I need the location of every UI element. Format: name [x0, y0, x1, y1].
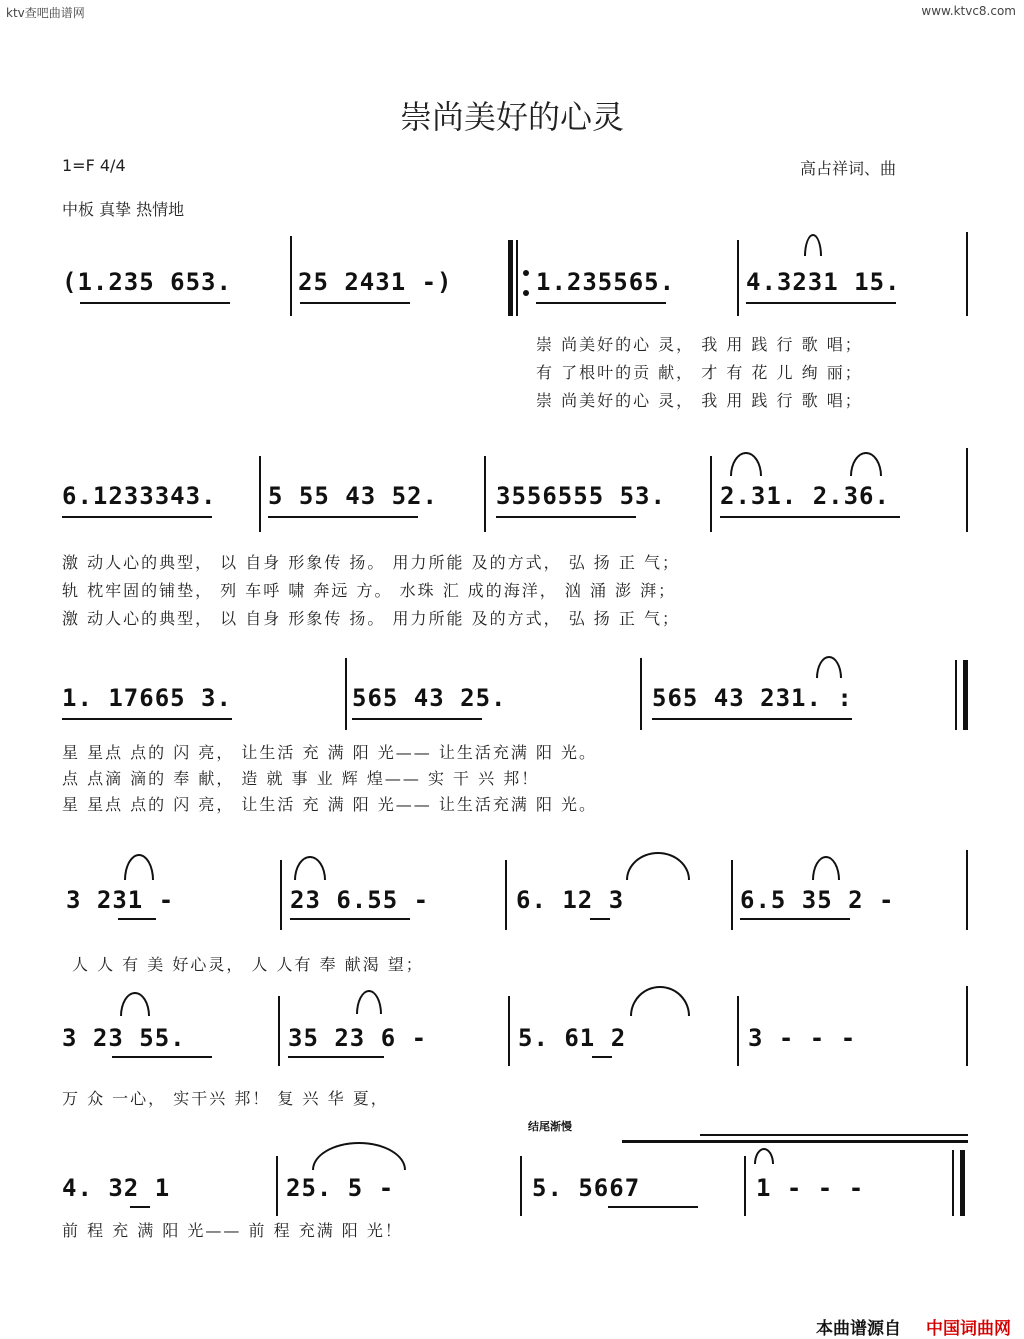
repeat-start-barline	[508, 240, 513, 316]
fermata-mark	[754, 1148, 774, 1164]
source-prefix: 本曲谱源自	[816, 1319, 901, 1339]
fermata-mark	[124, 854, 154, 880]
barline	[516, 240, 518, 316]
song-title: 崇尚美好的心灵	[399, 98, 624, 136]
barline	[276, 1156, 278, 1216]
tie	[312, 1142, 406, 1170]
beam-underline	[740, 918, 850, 920]
fermata-mark	[816, 656, 842, 678]
barline	[955, 660, 957, 730]
beam-underline	[720, 516, 900, 518]
barline	[966, 232, 968, 316]
repeat-end-barline	[963, 660, 968, 730]
beam-underline	[80, 302, 230, 304]
barline	[737, 240, 739, 316]
beam-underline	[268, 516, 418, 518]
measure-3-3: 565 43 231. :	[652, 684, 853, 712]
beam-underline	[590, 918, 610, 920]
fermata-mark	[850, 452, 882, 476]
barline	[710, 456, 712, 532]
slur	[626, 852, 690, 880]
beam-underline	[118, 918, 156, 920]
beam-underline	[496, 516, 636, 518]
fermata-mark	[120, 992, 150, 1016]
beam-underline	[608, 1206, 698, 1208]
barline	[505, 860, 507, 930]
barline	[278, 996, 280, 1066]
slur	[630, 986, 690, 1016]
lyric-line-3: 激 动人心的典型， 以 自身 形象传 扬。 用力所能 及的方式， 弘 扬 正 气；	[62, 609, 680, 628]
site-header-right: www.ktvc8.com	[921, 4, 1016, 18]
beam-underline	[290, 918, 410, 920]
repeat-dot	[523, 290, 529, 296]
barline	[966, 448, 968, 532]
measure-4-3: 6. 12 3	[516, 886, 625, 914]
ritardando-line	[622, 1140, 968, 1143]
beam-underline	[288, 1056, 384, 1058]
lyric-line-1: 崇 尚美好的心 灵， 我 用 践 行 歌 唱；	[536, 335, 863, 354]
measure-2-1: 6.1233343.	[62, 482, 217, 510]
barline	[966, 850, 968, 930]
measure-4-1: 3 231 -	[66, 886, 175, 914]
beam-underline	[352, 718, 482, 720]
beam-underline	[62, 516, 212, 518]
measure-1-4: 4.3231 15.	[746, 268, 901, 296]
measure-6-3: 5. 5667	[532, 1174, 641, 1202]
measure-6-4: 1 - - -	[756, 1174, 865, 1202]
lyric-line-1: 激 动人心的典型， 以 自身 形象传 扬。 用力所能 及的方式， 弘 扬 正 气；	[62, 553, 680, 572]
barline	[345, 658, 347, 730]
barline	[744, 1156, 746, 1216]
barline	[966, 986, 968, 1066]
beam-underline	[536, 302, 666, 304]
measure-1-1: (1.235 653.	[62, 268, 232, 296]
beam-underline	[652, 718, 852, 720]
barline	[731, 860, 733, 930]
lyric-line-1: 万 众 一心， 实干兴 邦！ 复 兴 华 夏，	[62, 1089, 389, 1108]
barline	[259, 456, 261, 532]
measure-3-1: 1. 17665 3.	[62, 684, 232, 712]
source-site: 中国词曲网	[926, 1319, 1011, 1339]
measure-2-3: 3556555 53.	[496, 482, 666, 510]
barline	[290, 236, 292, 316]
repeat-dot	[523, 270, 529, 276]
beam-underline	[746, 302, 896, 304]
measure-5-4: 3 - - -	[748, 1024, 857, 1052]
barline	[484, 456, 486, 532]
fermata-mark	[730, 452, 762, 476]
measure-3-2: 565 43 25.	[352, 684, 507, 712]
barline	[520, 1156, 522, 1216]
tempo-marking: 中板 真挚 热情地	[62, 200, 185, 219]
fermata-mark	[356, 990, 382, 1014]
lyric-line-2: 点 点滴 滴的 奉 献， 造 就 事 业 辉 煌—— 实 干 兴 邦！	[62, 769, 540, 788]
measure-1-2: 25 2431 -)	[298, 268, 453, 296]
lyric-line-3: 崇 尚美好的心 灵， 我 用 践 行 歌 唱；	[536, 391, 863, 410]
measure-1-3: 1.235565.	[536, 268, 676, 296]
site-header-left: ktv查吧曲谱网	[6, 6, 85, 20]
barline	[737, 996, 739, 1066]
beam-underline	[112, 1056, 212, 1058]
measure-4-2: 23 6.55 -	[290, 886, 430, 914]
beam-underline	[130, 1206, 150, 1208]
beam-underline	[62, 718, 232, 720]
beam-underline	[592, 1056, 612, 1058]
measure-5-2: 35 23 6 -	[288, 1024, 428, 1052]
barline	[952, 1150, 954, 1216]
lyric-line-3: 星 星点 点的 闪 亮， 让生活 充 满 阳 光—— 让生活充满 阳 光。	[62, 795, 598, 814]
measure-2-4: 2.31. 2.36.	[720, 482, 890, 510]
ritardando-line	[700, 1134, 968, 1136]
barline	[280, 860, 282, 930]
lyric-line-1: 星 星点 点的 闪 亮， 让生活 充 满 阳 光—— 让生活充满 阳 光。	[62, 743, 598, 762]
lyric-line-1: 人 人 有 美 好心灵， 人 人有 奉 献渴 望；	[72, 955, 424, 974]
credit: 高占祥词、曲	[800, 159, 897, 178]
fermata-mark	[812, 856, 840, 880]
measure-6-2: 25. 5 -	[286, 1174, 395, 1202]
key-signature: 1=F 4/4	[62, 156, 126, 175]
barline	[508, 996, 510, 1066]
beam-underline	[300, 302, 410, 304]
measure-4-4: 6.5 35 2 -	[740, 886, 895, 914]
measure-6-1: 4. 32 1	[62, 1174, 171, 1202]
barline	[640, 658, 642, 730]
fermata-mark	[804, 234, 822, 256]
measure-5-3: 5. 61 2	[518, 1024, 627, 1052]
slur	[294, 856, 326, 880]
measure-2-2: 5 55 43 52.	[268, 482, 438, 510]
ending-mark: 结尾渐慢	[528, 1120, 572, 1133]
lyric-line-2: 有 了根叶的贡 献， 才 有 花 儿 绚 丽；	[536, 363, 863, 382]
measure-5-1: 3 23 55.	[62, 1024, 186, 1052]
lyric-line-2: 轨 枕牢固的铺垫， 列 车呼 啸 奔远 方。 水珠 汇 成的海洋， 汹 涌 澎 湃；	[62, 581, 677, 600]
final-barline	[960, 1150, 965, 1216]
lyric-line-1: 前 程 充 满 阳 光—— 前 程 充满 阳 光！	[62, 1221, 403, 1240]
